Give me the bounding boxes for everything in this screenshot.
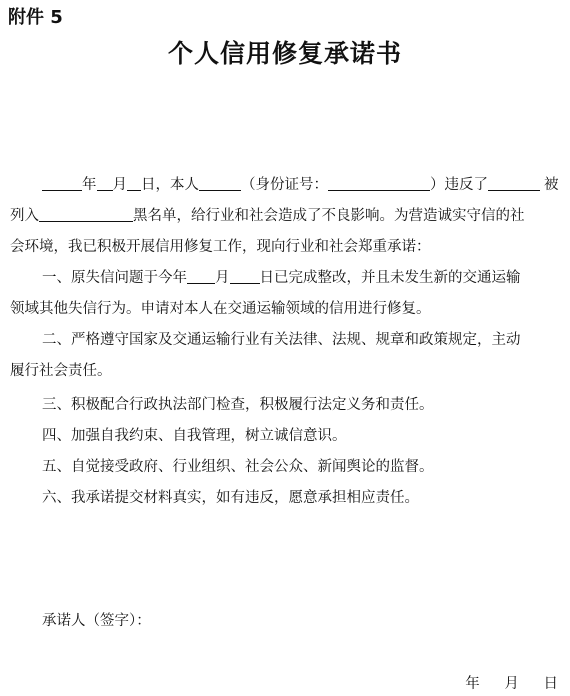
item-1-part-b: 月	[215, 270, 230, 286]
blacklist-blank[interactable]	[39, 206, 133, 222]
blacklist-text: 黑名单，给行业和社会造成了不良影响。为营造诚实守信的社	[133, 208, 525, 224]
item-1-month-blank[interactable]	[187, 268, 215, 284]
date-line: 年 月 日	[465, 676, 558, 692]
item-1-line-2: 领域其他失信行为。申请对本人在交通运输领域的信用进行修复。	[10, 301, 431, 317]
item-2-line-1: 二、严格遵守国家及交通运输行业有关法律、法规、规章和政策规定，主动	[42, 332, 521, 348]
listed-into-label: 列入	[10, 208, 39, 224]
item-6: 六、我承诺提交材料真实，如有违反，愿意承担相应责任。	[42, 490, 419, 506]
intro-line-1	[10, 174, 559, 196]
violation-blank[interactable]	[488, 175, 540, 191]
id-label: （身份证号：	[241, 177, 328, 193]
item-1-part-a: 一、原失信问题于今年	[42, 270, 187, 286]
signature-label: 承诺人（签字）：	[42, 613, 151, 629]
year-label: 年	[82, 177, 97, 193]
month-label: 月	[112, 177, 127, 193]
intro-line-2	[10, 205, 525, 227]
violated-label: ）违反了	[430, 177, 488, 193]
item-1-part-c: 日已完成整改，并且未发生新的交通运输	[259, 270, 521, 286]
day-person-label: 日，本人	[141, 177, 199, 193]
month-blank[interactable]	[97, 175, 113, 191]
item-4: 四、加强自我约束、自我管理，树立诚信意识。	[42, 428, 347, 444]
item-5: 五、自觉接受政府、行业组织、社会公众、新闻舆论的监督。	[42, 459, 434, 475]
item-2-line-2: 履行社会责任。	[10, 363, 112, 379]
item-1-day-blank[interactable]	[230, 268, 260, 284]
item-1-line-1	[10, 267, 521, 289]
document-title: 个人信用修复承诺书	[167, 39, 402, 68]
day-blank[interactable]	[127, 175, 141, 191]
attachment-label: 附件 5	[8, 7, 63, 28]
bei-label: 被	[544, 177, 559, 193]
item-3: 三、积极配合行政执法部门检查，积极履行法定义务和责任。	[42, 397, 434, 413]
name-blank[interactable]	[199, 175, 241, 191]
intro-line-3: 会环境，我已积极开展信用修复工作，现向行业和社会郑重承诺：	[10, 239, 431, 255]
year-blank[interactable]	[42, 175, 82, 191]
id-number-blank[interactable]	[328, 175, 430, 191]
